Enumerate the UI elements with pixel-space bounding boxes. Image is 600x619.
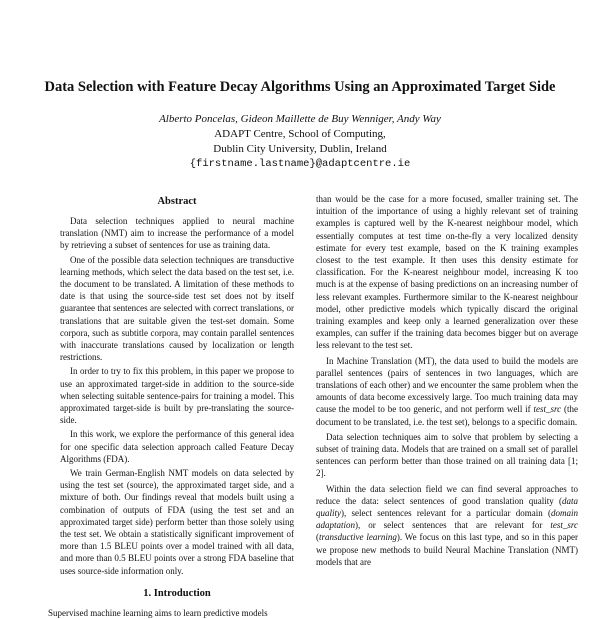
abstract-paragraph: We train German-English NMT models on data selected by using the test set (source), the approximated target side, and a mixture of both. Our findings reveal that models built using a combination of outputs of FDA (using the test set and an approximated target side) perform better than those solely using the test set. We obtain a statistically significant improvement of more than 1.5 BLEU points over a model trained with all data, and more than 0.5 BLEU points over a strong FDA baseline that uses source-side information only. — [60, 468, 294, 576]
author-names: Alberto Poncelas, Gideon Maillette de Buy Wenniger, Andy Way — [159, 113, 441, 125]
body-paragraph: than would be the case for a more focused, smaller training set. The intuition of the importance of using a highly relevant set of training examples is captured well by the K-nearest neighbour model, which essentially computes at test time on-the-fly a very localized density estimate for every test example, based on the K training examples closest to the test example. It then uses this density estimate for classification. For the K-nearest neighbour model, increasing K too much is at the expense of basing predictions on an increasing number of less relevant examples. Furthermore similar to the K-nearest neighbour model, other predictive models which typically discard the original training examples and keep only a learned generalization over these examples, can suffer if the training data becomes bigger but on average less relevant to the test set. — [316, 194, 578, 351]
left-column — [48, 195, 306, 619]
abstract-paragraph: In this work, we explore the performance of this general idea for one specific data selection approach called Feature Decay Algorithms (FDA). — [60, 429, 294, 464]
abstract-paragraph: In order to try to fix this problem, in this paper we propose to use an approximated target-side in addition to the source-side when selecting suitable sentence-pairs for training a model. This approximated target-side is built by pre-translating the source-side. — [60, 366, 294, 426]
body-paragraph — [316, 483, 578, 568]
text-span: In Machine Translation (MT), the data used to build the models are parallel sentences (pairs of sentences in two languages, which are translations of each other) and we encounter the same problem when the amounts of data become excessively large. Too much training data may cause the model to be too generic, and not perform well if — [316, 355, 578, 415]
text-span: ( — [316, 532, 319, 543]
abstract-paragraph: One of the possible data selection techniques are transductive learning methods, which select the data based on the test set, i.e. the document to be translated. A limitation of these methods to date is that using the source-side test set does not by itself guarantee that sentences are selected with correct translations, or translations that are suitable given the test-set domain. Some corpora, such as subtitle corpora, may contain parallel sentences with inaccurate translations caused by localization or length restrictions. — [60, 254, 294, 363]
author-email: {firstname.lastname}@adaptcentre.ie — [189, 158, 411, 170]
abstract-body — [48, 215, 306, 577]
emphasis: data quality — [316, 495, 578, 519]
abstract-paragraph: Data selection techniques applied to neural machine translation (NMT) aim to increase the performance of a model by retrieving a subset of sentences for use as training data. — [60, 216, 294, 251]
math-test-src: test_src — [533, 404, 562, 415]
affiliation-line-1: ADAPT Centre, School of Computing, — [214, 128, 386, 140]
introduction-heading: 1. Introduction — [143, 587, 211, 599]
text-span: Within the data selection field we can find several approaches to reduce the data: select sentences of good translation quality ( — [316, 483, 578, 506]
math-test-src: test_src — [550, 520, 578, 531]
author-block — [20, 112, 580, 172]
right-column — [316, 193, 578, 571]
text-span: ), or select sentences that are relevant for — [355, 520, 543, 531]
text-span: ), select sentences relevant for a particular domain ( — [341, 508, 551, 519]
introduction-first-line: Supervised machine learning aims to learn predictive models — [48, 607, 268, 618]
abstract-heading: Abstract — [157, 196, 197, 207]
paper-title: Data Selection with Feature Decay Algorithms Using an Approximated Target Side — [44, 79, 556, 95]
emphasis: transductive learning — [319, 532, 397, 543]
text-span: ). We focus on this last type, and so in this paper we propose new methods to build Neural Machine Translation (NMT) models that are — [316, 532, 578, 567]
body-paragraph — [316, 355, 578, 428]
body-paragraph: Data selection techniques aim to solve that problem by selecting a subset of training data. Models that are trained on a small set of parallel sentences can perform better than those trained on all training data [1; 2]. — [316, 431, 578, 479]
emphasis: domain adaptation — [316, 508, 578, 531]
affiliation-line-2: Dublin City University, Dublin, Ireland — [213, 143, 387, 155]
text-span: (the document to be translated, i.e. the test set), belongs to a specific domain. — [316, 404, 579, 427]
